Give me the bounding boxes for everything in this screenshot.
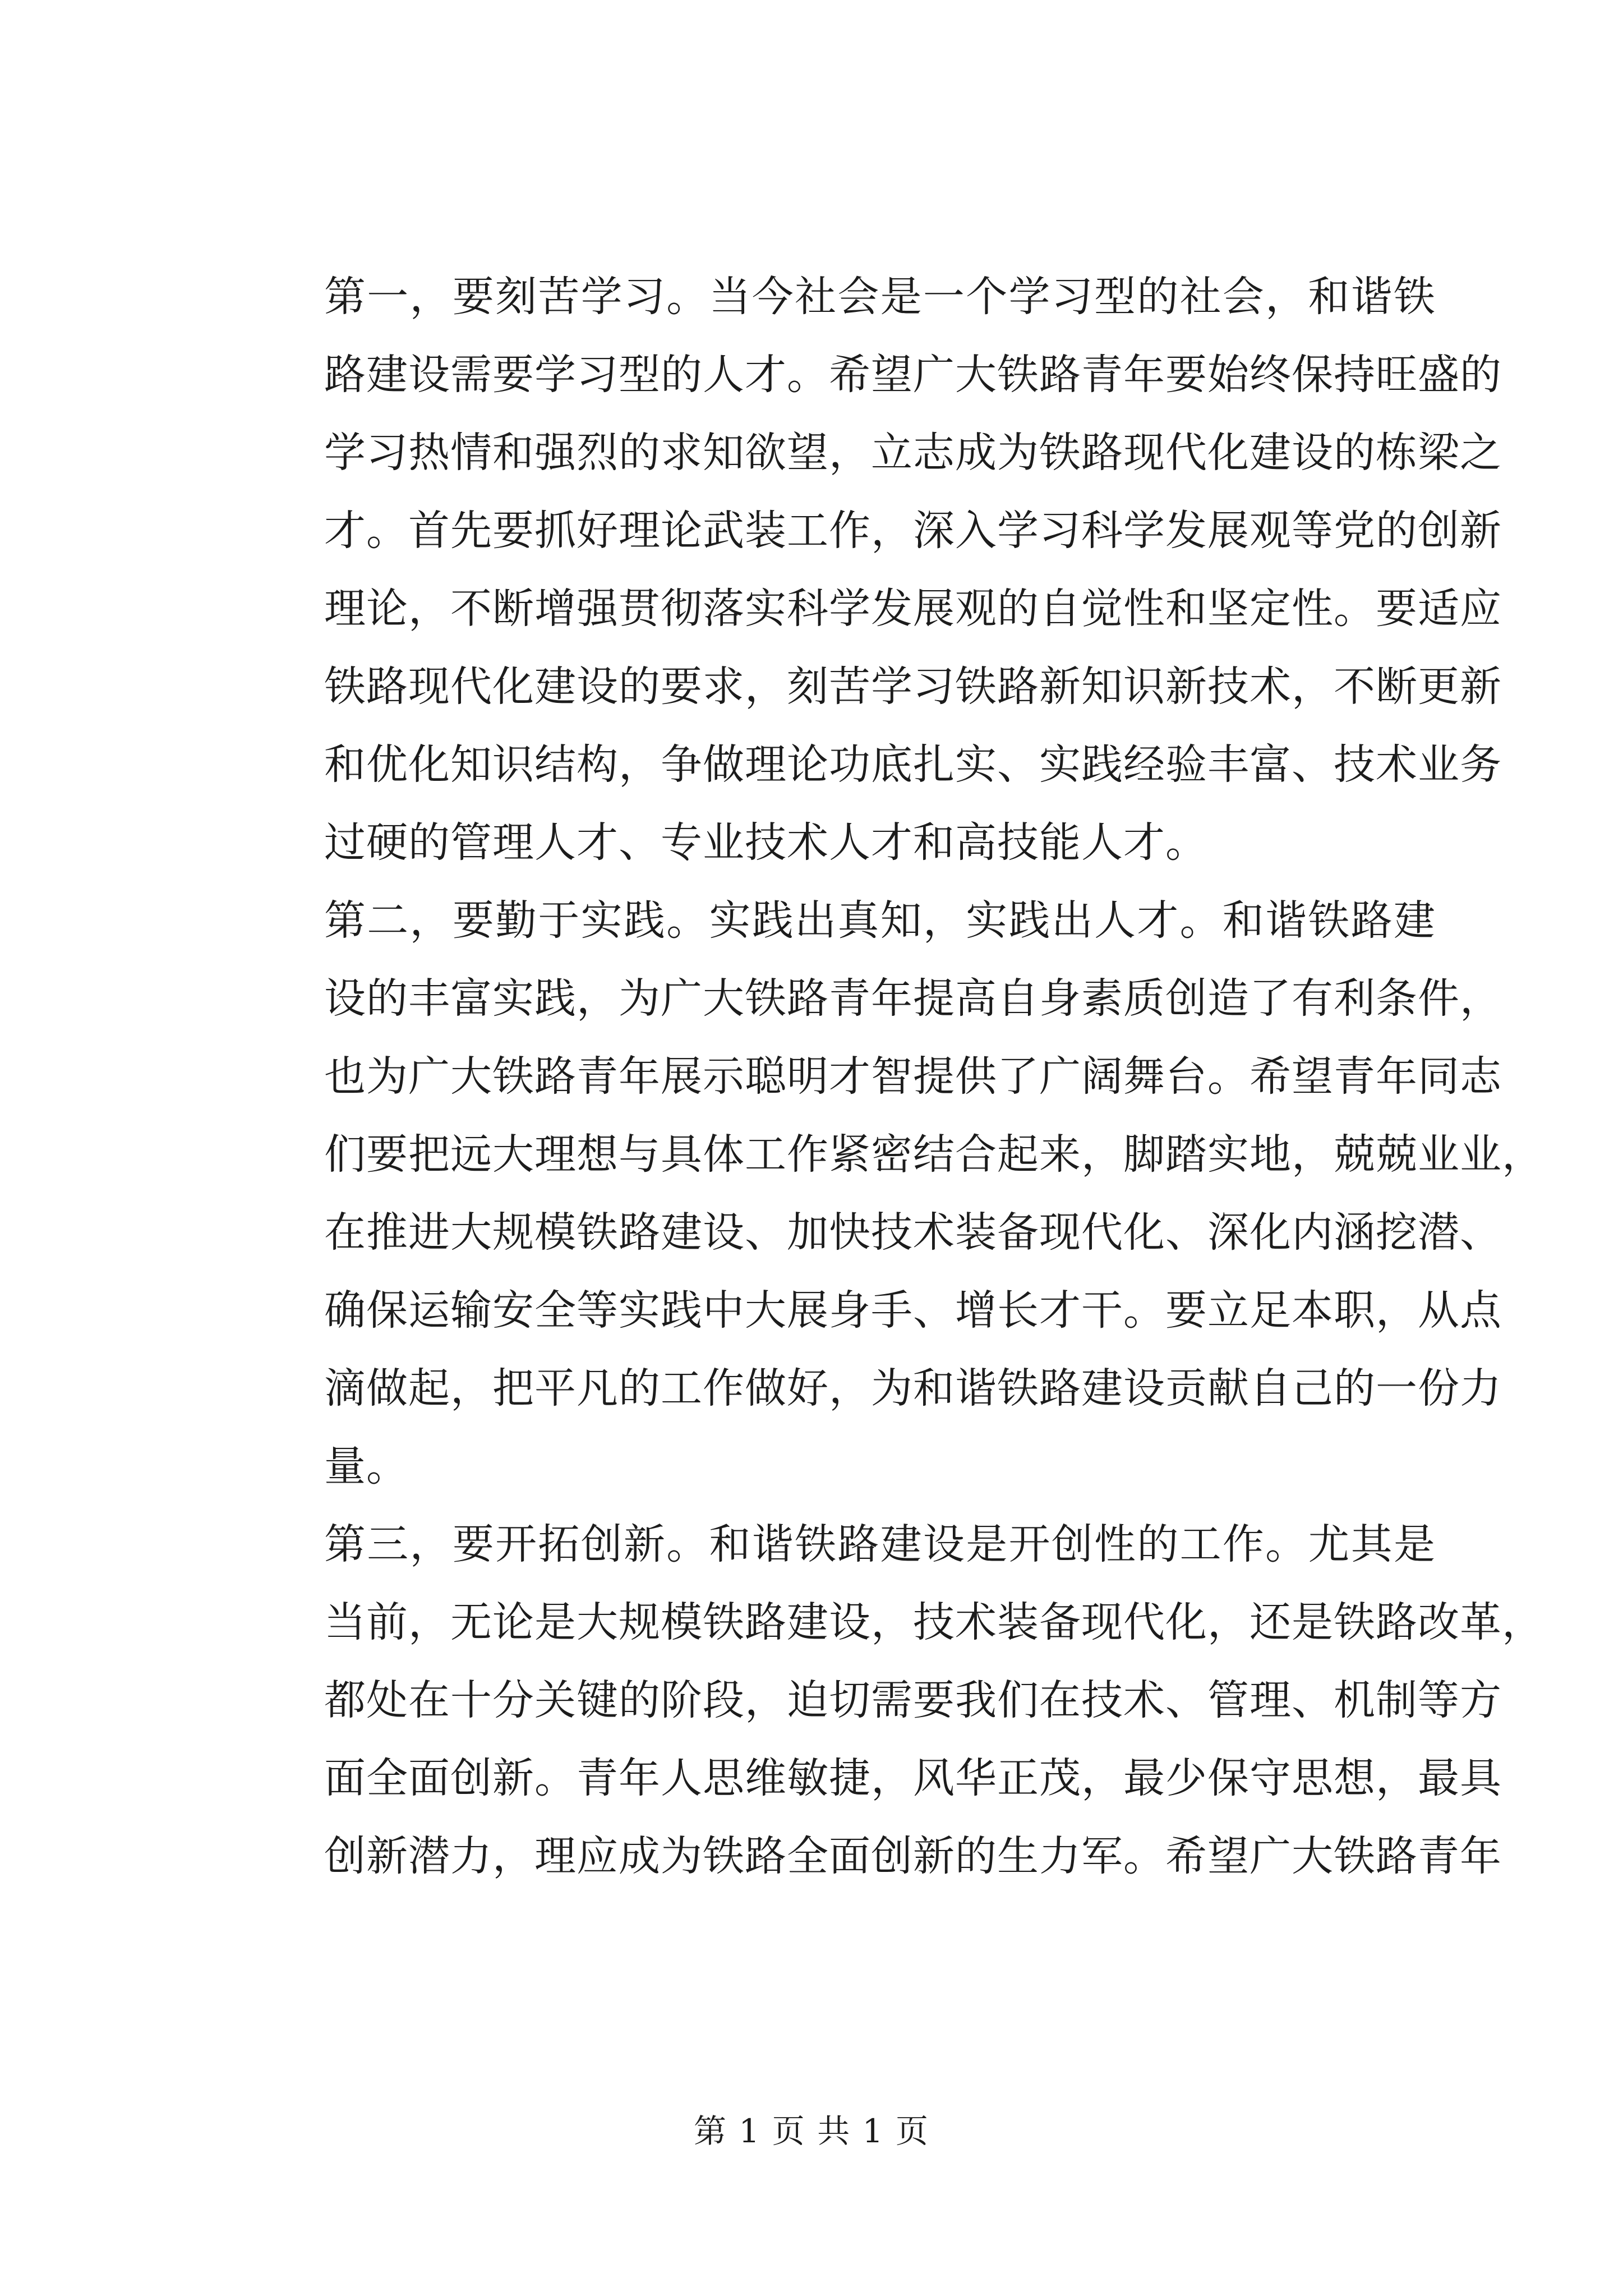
text-line: 设的丰富实践，为广大铁路青年提高自身素质创造了有利条件， <box>324 974 1502 1023</box>
text-line: 学习热情和强烈的求知欲望，立志成为铁路现代化建设的栋梁之 <box>324 429 1502 477</box>
text-line: 在推进大规模铁路建设、加快技术装备现代化、深化内涵挖潜、 <box>324 1208 1502 1257</box>
text-line: 滴做起，把平凡的工作做好，为和谐铁路建设贡献自己的一份力 <box>324 1364 1502 1412</box>
text-line: 才。首先要抓好理论武装工作，深入学习科学发展观等党的创新 <box>324 507 1502 555</box>
text-line: 第三，要开拓创新。和谐铁路建设是开创性的工作。尤其是 <box>324 1520 1436 1568</box>
text-line: 路建设需要学习型的人才。希望广大铁路青年要始终保持旺盛的 <box>324 351 1502 399</box>
text-line: 和优化知识结构，争做理论功底扎实、实践经验丰富、技术业务 <box>324 740 1502 789</box>
text-line: 当前，无论是大规模铁路建设，技术装备现代化，还是铁路改革， <box>324 1598 1544 1646</box>
text-line: 也为广大铁路青年展示聪明才智提供了广阔舞台。希望青年同志 <box>324 1052 1502 1101</box>
text-line: 理论，不断增强贯彻落实科学发展观的自觉性和坚定性。要适应 <box>324 585 1502 633</box>
paragraph-3 <box>241 1506 1544 1895</box>
text-line: 第二，要勤于实践。实践出真知，实践出人才。和谐铁路建 <box>324 896 1436 945</box>
text-line: 量。 <box>324 1442 408 1490</box>
text-line: 第一，要刻苦学习。当今社会是一个学习型的社会，和谐铁 <box>324 273 1436 321</box>
text-line: 们要把远大理想与具体工作紧密结合起来，脚踏实地，兢兢业业， <box>324 1130 1544 1179</box>
text-line: 创新潜力，理应成为铁路全面创新的生力军。希望广大铁路青年 <box>324 1832 1502 1880</box>
text-line: 铁路现代化建设的要求，刻苦学习铁路新知识新技术，不断更新 <box>324 662 1502 711</box>
paragraph-1 <box>241 258 1502 882</box>
text-line: 都处在十分关键的阶段，迫切需要我们在技术、管理、机制等方 <box>324 1676 1502 1724</box>
page-number-footer: 第 1 页 共 1 页 <box>694 2112 929 2150</box>
text-line: 面全面创新。青年人思维敏捷，风华正茂，最少保守思想，最具 <box>324 1754 1502 1802</box>
text-line: 过硬的管理人才、专业技术人才和高技能人才。 <box>324 818 1207 867</box>
text-line: 确保运输安全等实践中大展身手、增长才干。要立足本职，从点 <box>324 1286 1502 1335</box>
document-body <box>241 258 1544 1895</box>
paragraph-2 <box>241 882 1544 1506</box>
